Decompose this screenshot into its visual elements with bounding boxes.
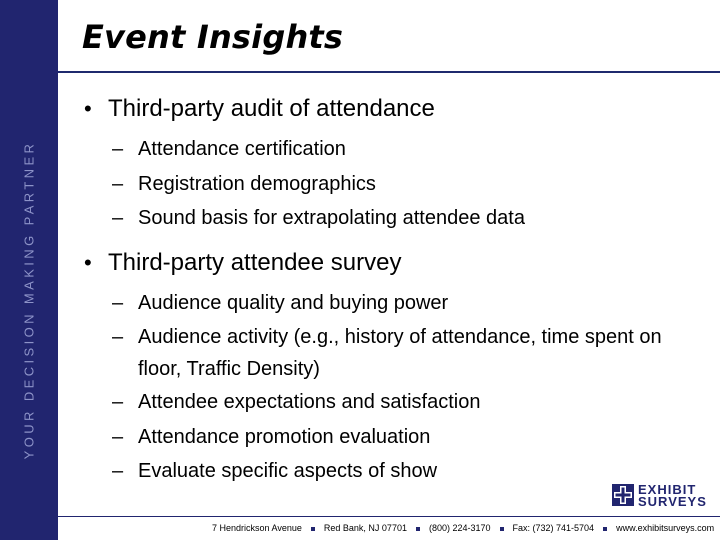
sub-item — [112, 201, 700, 236]
footer-divider — [58, 516, 720, 517]
sub-text: Evaluate specific aspects of show — [138, 460, 438, 482]
sub-text: Attendance promotion evaluation — [138, 425, 431, 448]
company-logo — [612, 484, 708, 512]
footer-city: Red Bank, NJ 07701 — [323, 523, 407, 533]
bullet-item — [84, 246, 700, 280]
bullet-section — [84, 246, 700, 489]
sub-item — [112, 320, 700, 385]
footer-phone: (800) 224-3170 — [428, 523, 491, 533]
bullet-dot-icon: • — [84, 249, 92, 275]
sub-text: Audience quality and buying power — [138, 291, 449, 314]
separator-square-icon — [603, 527, 607, 531]
sub-item — [112, 132, 700, 167]
sub-item — [112, 385, 700, 420]
sub-text: Attendee expectations and satisfaction — [138, 391, 481, 413]
separator-square-icon — [416, 527, 420, 531]
sub-list — [112, 286, 700, 489]
separator-square-icon — [311, 527, 315, 531]
dash-icon: – — [112, 326, 124, 348]
sub-item — [112, 167, 700, 202]
dash-icon: – — [112, 291, 124, 314]
dash-icon: – — [112, 138, 124, 160]
bullet-dot-icon: • — [84, 96, 92, 121]
sub-text: Attendance certification — [138, 138, 346, 160]
sub-text: Sound basis for extrapolating attendee data — [138, 207, 525, 229]
bullet-item — [84, 92, 700, 126]
bullet-text: Third-party attendee survey — [108, 248, 402, 276]
bullet-text: Third-party audit of attendance — [108, 95, 435, 122]
sub-text: Audience activity (e.g., history of attendance, time spent on floor, Traffic Density) — [138, 326, 662, 380]
sidebar-band — [0, 0, 58, 540]
sidebar-tagline: YOUR DECISION MAKING PARTNER — [21, 140, 37, 460]
separator-square-icon — [500, 527, 504, 531]
dash-icon: – — [112, 207, 124, 229]
bullet-section — [84, 92, 700, 236]
slide-content — [84, 92, 700, 489]
logo-word-exhibit: EXHIBIT — [638, 482, 697, 497]
footer-address: 7 Hendrickson Avenue — [212, 523, 302, 533]
slide-title: Event Insights — [82, 18, 344, 56]
dash-icon: – — [112, 172, 124, 195]
dash-icon: – — [112, 460, 124, 482]
logo-word-surveys: SURVEYS — [638, 494, 707, 509]
sub-list — [112, 132, 700, 236]
footer-contact — [212, 523, 714, 533]
sub-item — [112, 286, 700, 321]
sub-text: Registration demographics — [138, 172, 376, 195]
dash-icon: – — [112, 425, 124, 448]
footer-website-link[interactable]: www.exhibitsurveys.com — [616, 523, 715, 533]
dash-icon: – — [112, 391, 124, 413]
sub-item — [112, 420, 700, 455]
title-divider — [58, 71, 720, 73]
logo-cross-icon — [612, 484, 634, 506]
footer-fax: Fax: (732) 741-5704 — [512, 523, 595, 533]
